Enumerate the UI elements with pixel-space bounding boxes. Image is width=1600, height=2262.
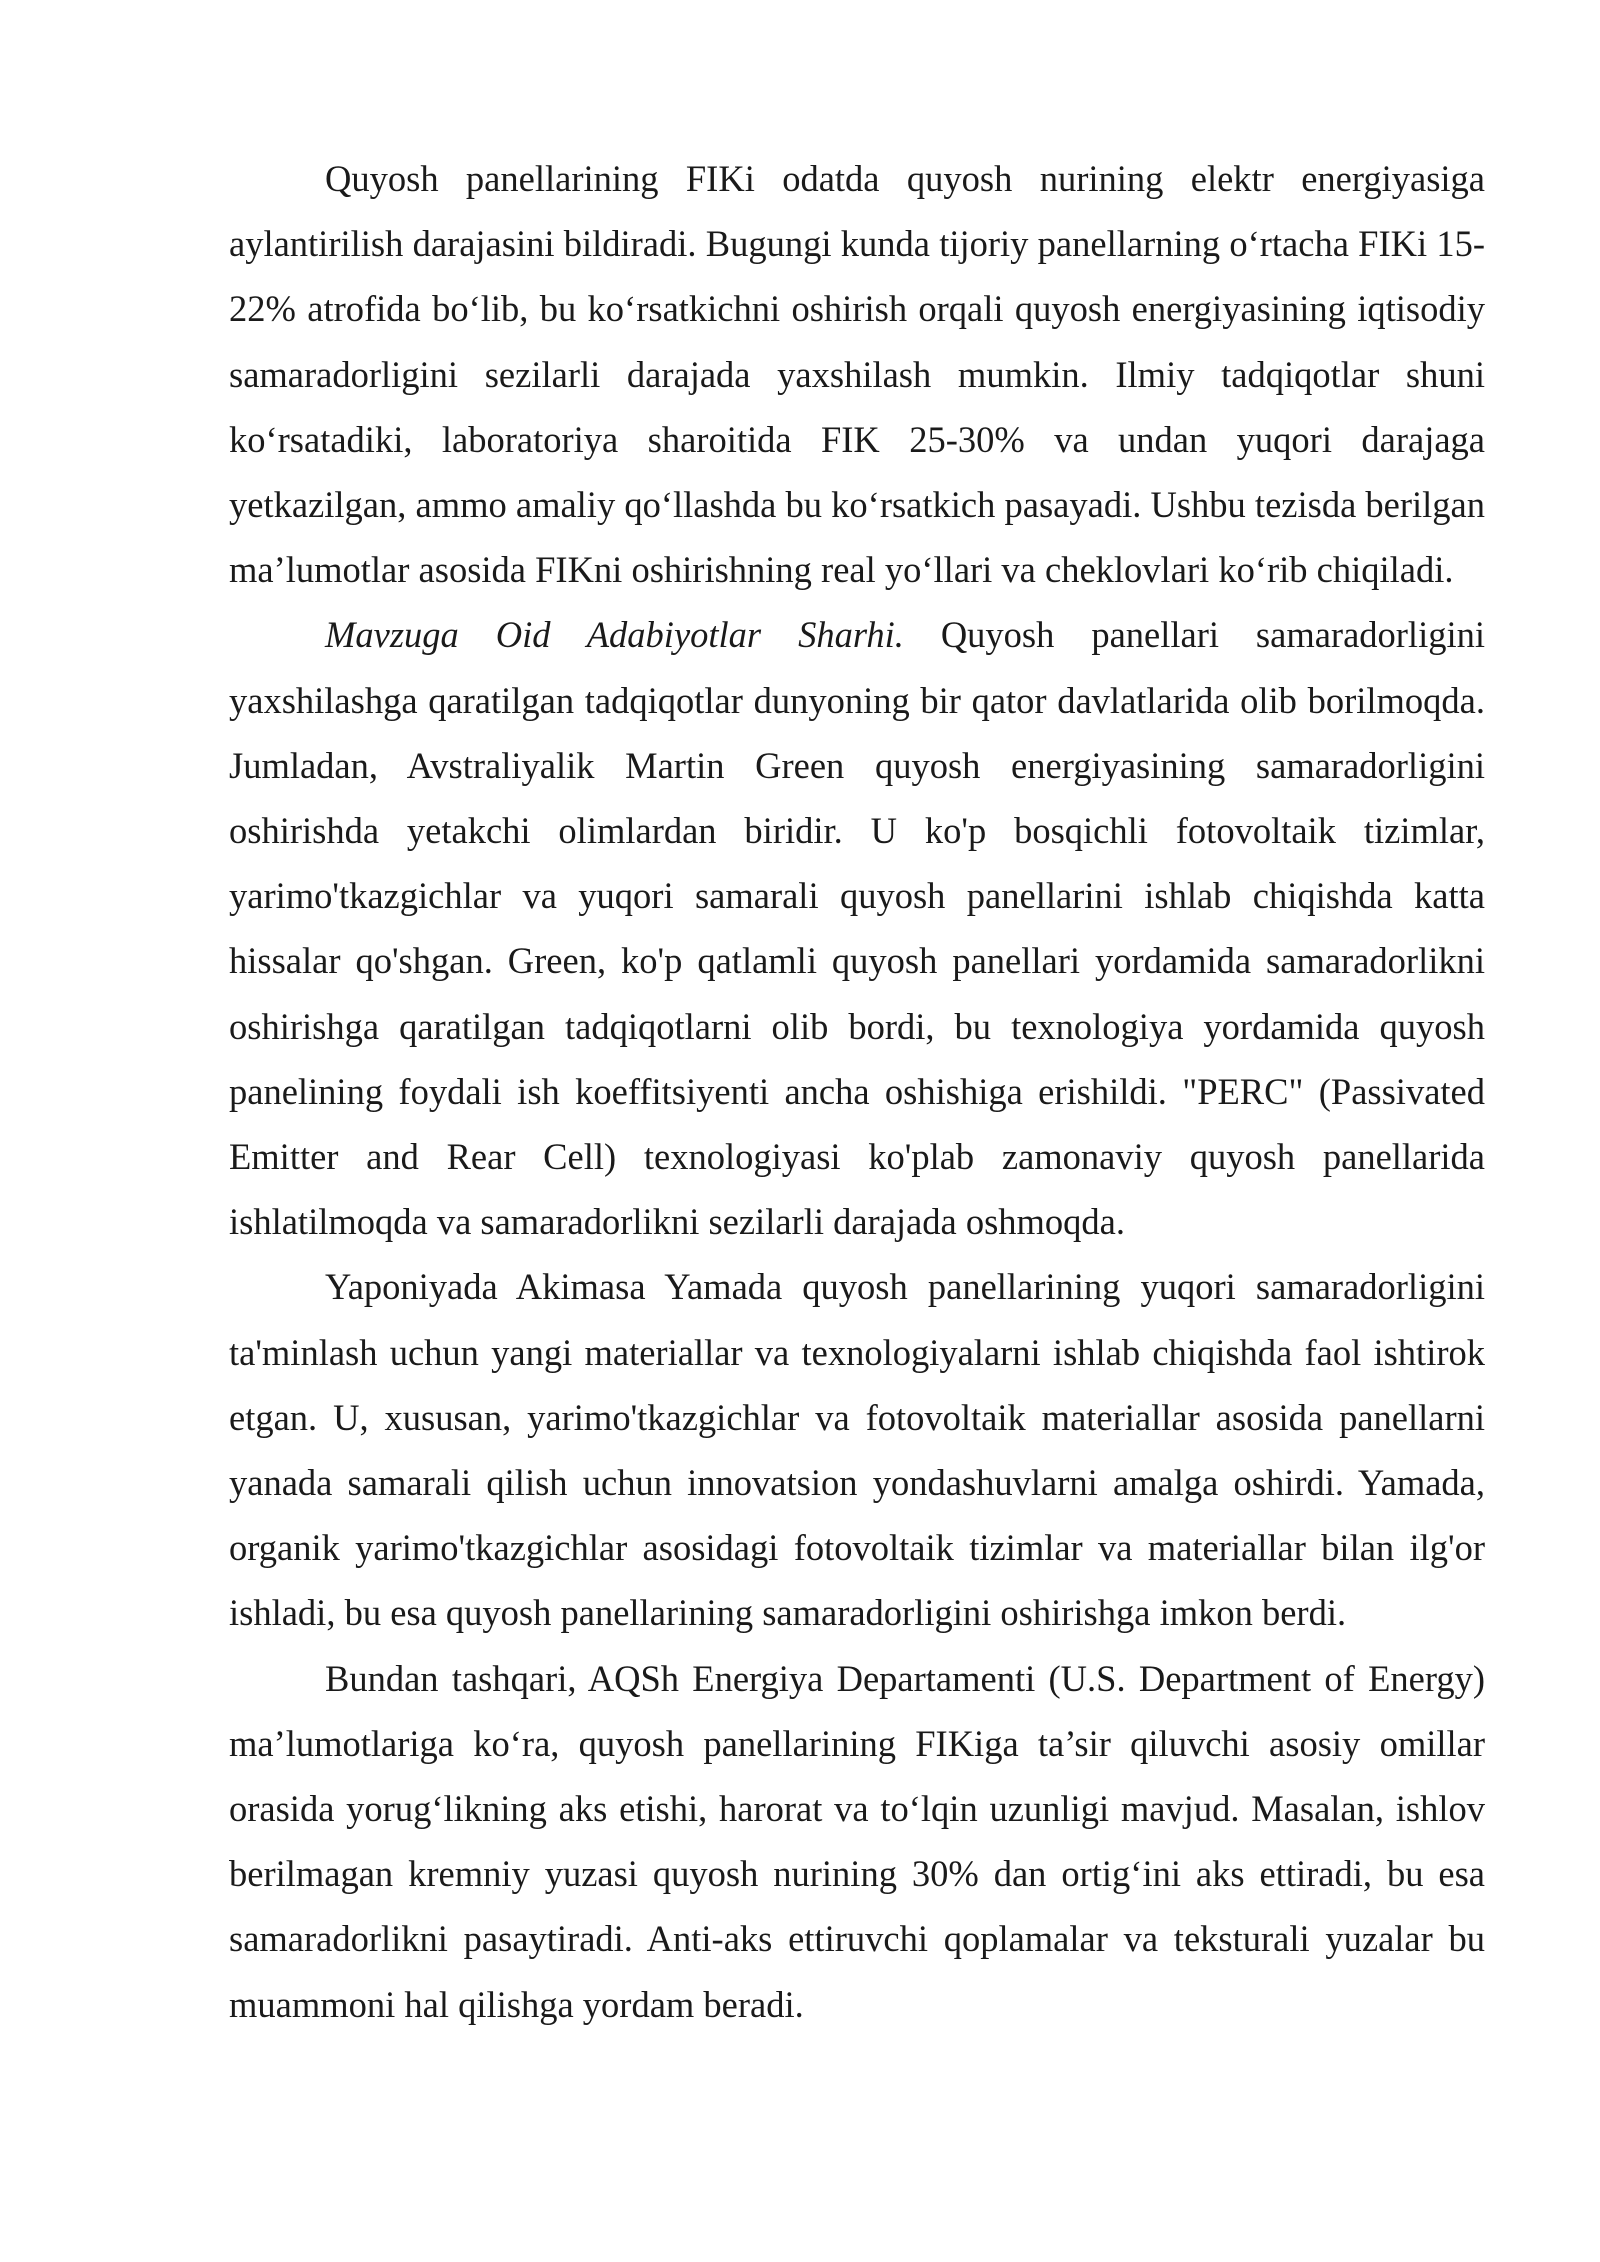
paragraph-text: Quyosh panellari samaradorligini yaxshilashga qaratilgan tadqiqotlar dunyoning bir qator davlatlarida olib borilmoqda. Jumladan, Avstraliyalik Martin Green quyosh energiyasining samaradorligini oshirishda yetakchi olimlardan biridir. U ko'p bosqichli fotovoltaik tizimlar, yarimo'tkazgichlar va yuqori samarali quyosh panellarini ishlab chiqishda katta hissalar qo'shgan. Green, ko'p qatlamli quyosh panellari yordamida samaradorlikni oshirishga qaratilgan tadqiqotlarni olib bordi, bu texnologiya yordamida quyosh panelining foydali ish koeffitsiyenti ancha oshishiga erishildi. "PERC" (Passivated Emitter and Rear Cell) texnologiyasi ko'plab zamonaviy quyosh panellarida ishlatilmoqda va samaradorlikni sezilarli darajada oshmoqda.: [229, 614, 1485, 1243]
paragraph-yamada: [229, 1254, 1485, 1645]
paragraph-text: Bundan tashqari, AQSh Energiya Departamenti (U.S. Department of Energy) ma’lumotlariga ko‘ra, quyosh panellarining FIKiga ta’sir qiluvchi asosiy omillar orasida yorug‘likning aks etishi, harorat va to‘lqin uzunligi mavjud. Masalan, ishlov berilmagan kremniy yuzasi quyosh nurining 30% dan ortig‘ini aks ettiradi, bu esa samaradorlikni pasaytiradi. Anti-aks ettiruvchi qoplamalar va teksturali yuzalar bu muammoni hal qilishga yordam beradi.: [229, 1657, 1485, 2025]
paragraph-doe: [229, 1646, 1485, 2037]
paragraph-literature-review: [229, 602, 1485, 1254]
paragraph-text: Yaponiyada Akimasa Yamada quyosh panellarining yuqori samaradorligini ta'minlash uchun yangi materiallar va texnologiyalarni ishlab chiqishda faol ishtirok etgan. U, xususan, yarimo'tkazgichlar va fotovoltaik materiallar asosida panellarni yanada samarali qilish uchun innovatsion yondashuvlarni amalga oshirdi. Yamada, organik yarimo'tkazgichlar asosidagi fotovoltaik tizimlar va materiallar bilan ilg'or ishladi, bu esa quyosh panellarining samaradorligini oshirishga imkon berdi.: [229, 1266, 1485, 1634]
paragraph-intro: [229, 146, 1485, 602]
document-body: [229, 146, 1485, 2037]
section-heading: Mavzuga Oid Adabiyotlar Sharhi.: [325, 614, 904, 656]
paragraph-text: Quyosh panellarining FIKi odatda quyosh nurining elektr energiyasiga aylantirilish darajasini bildiradi. Bugungi kunda tijoriy panellarning o‘rtacha FIKi 15-22% atrofida bo‘lib, bu ko‘rsatkichni oshirish orqali quyosh energiyasining iqtisodiy samaradorligini sezilarli darajada yaxshilash mumkin. Ilmiy tadqiqotlar shuni ko‘rsatadiki, laboratoriya sharoitida FIK 25-30% va undan yuqori darajaga yetkazilgan, ammo amaliy qo‘llashda bu ko‘rsatkich pasayadi. Ushbu tezisda berilgan ma’lumotlar asosida FIKni oshirishning real yo‘llari va cheklovlari ko‘rib chiqiladi.: [229, 158, 1485, 591]
